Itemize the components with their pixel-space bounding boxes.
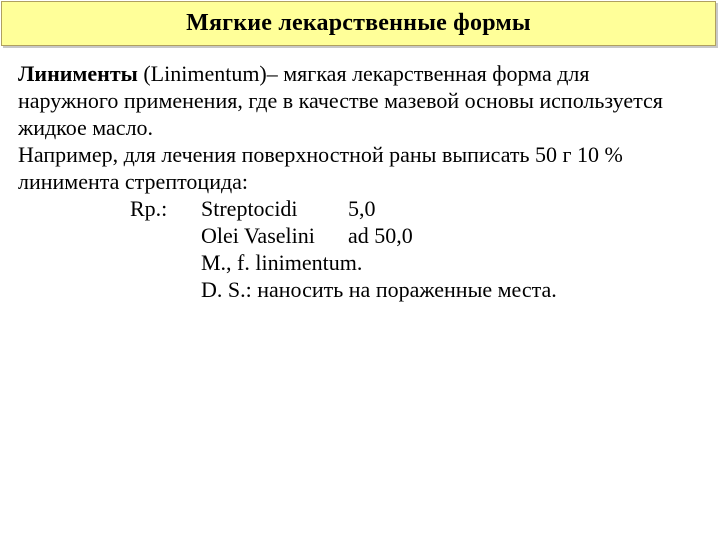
prescription-ingredient: Olei Vaselini bbox=[201, 223, 315, 248]
paragraph1-line2: наружного применения, где в качестве мазевой основы используется bbox=[18, 88, 663, 113]
prescription-line-1 bbox=[18, 195, 720, 222]
slide-body bbox=[18, 60, 720, 303]
prescription-signature: D. S.: наносить на пораженные места. bbox=[201, 277, 557, 302]
term-liniments: Линименты bbox=[18, 61, 138, 86]
prescription-amount: 5,0 bbox=[348, 196, 376, 221]
paragraph2-line2: линимента стрептоцида: bbox=[18, 169, 249, 194]
prescription-ingredient: Streptocidi bbox=[201, 196, 298, 221]
prescription-line-4 bbox=[18, 276, 720, 303]
paragraph1-line3: жидкое масло. bbox=[18, 115, 154, 140]
prescription-line-3 bbox=[18, 249, 720, 276]
title-banner bbox=[1, 1, 716, 46]
paragraph1-line1 bbox=[18, 60, 720, 87]
slide-title: Мягкие лекарственные формы bbox=[186, 10, 531, 36]
prescription-amount: ad 50,0 bbox=[348, 223, 413, 248]
paragraph1-text1: (Linimentum)– мягкая лекарственная форма для bbox=[137, 61, 590, 86]
prescription-instruction: M., f. linimentum. bbox=[201, 250, 363, 275]
prescription-label: Rp.: bbox=[130, 196, 168, 221]
paragraph2-line1: Например, для лечения поверхностной раны выписать 50 г 10 % bbox=[18, 142, 623, 167]
prescription-line-2 bbox=[18, 222, 720, 249]
